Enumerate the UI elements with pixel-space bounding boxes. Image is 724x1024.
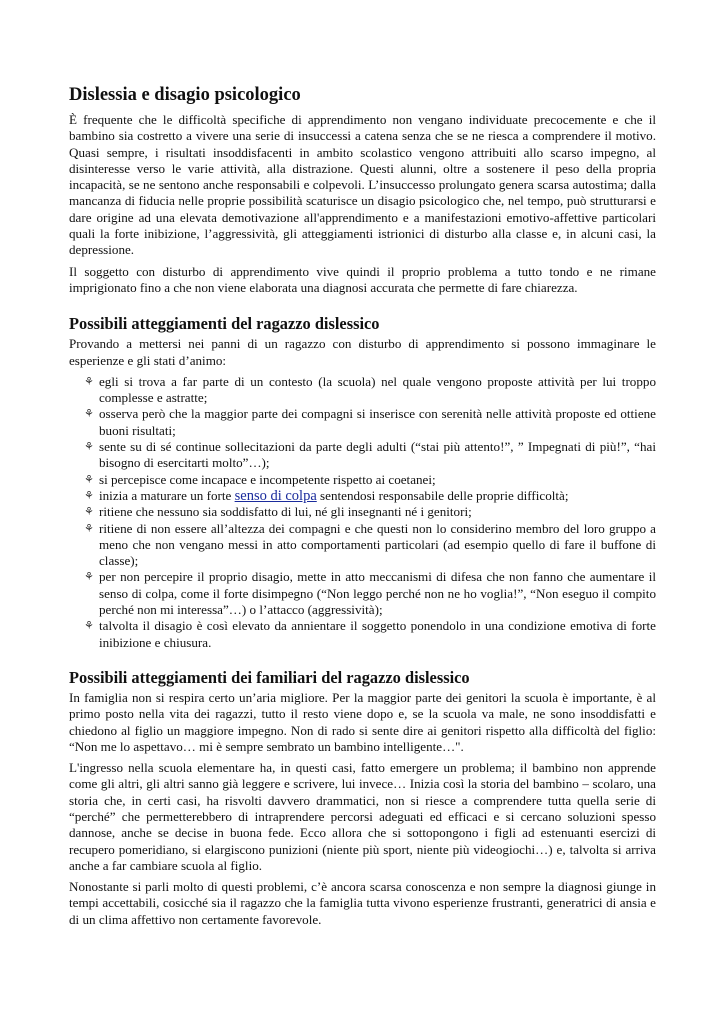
list-item-text-after-link: sentendosi responsabile delle proprie difficoltà; [316,487,569,503]
list-item-text: osserva però che la maggior parte dei compagni si inserisce con serenità nelle attività proposte ed ottiene buoni risultati; [99,406,656,438]
document-page [69,76,656,933]
list-item [85,569,656,618]
list-item-text: talvolta il disagio è così elevato da annientare il soggetto ponendolo in una condizione emotiva di forte inibizione e chiusura. [99,618,656,650]
flower-bullet-icon: ⚘ [84,374,94,388]
flower-bullet-icon: ⚘ [84,619,94,633]
list-item [85,472,656,488]
flower-bullet-icon: ⚘ [84,488,94,502]
list-item-text: egli si trova a far parte di un contesto (la scuola) nel quale vengono proposte attività per lui troppo complesse e astratte; [99,373,656,406]
flower-bullet-icon: ⚘ [84,505,94,519]
section-dislessia-disagio [69,84,656,296]
list-item-text: si percepisce come incapace e incompetente rispetto ai coetanei; [99,471,436,487]
senso-di-colpa-link[interactable]: senso di colpa [234,487,317,504]
list-item [85,521,656,570]
list-item [85,406,656,439]
list-item [85,439,656,472]
list-item [85,504,656,520]
list-item [85,374,656,407]
bullet-list [69,374,656,651]
list-item-text: ritiene di non essere all’altezza dei compagni e che questi non lo considerino membro del loro gruppo a meno che non vengano messi in atto comportamenti particolari (ad esempio quello di fare il buffone di classe); [99,520,656,569]
list-item-text: per non percepire il proprio disagio, mette in atto meccanismi di difesa che non fanno che aumentare il senso di colpa, come il forte disimpegno (“Non leggo perché non ne ho voglia!”, “Non eseguo il compito perché non mi interessa”…) o l’attacco (aggressività); [99,569,656,618]
section-title: Possibili atteggiamenti dei familiari del ragazzo dislessico [69,667,470,687]
flower-bullet-icon: ⚘ [84,472,94,486]
list-item [85,618,656,651]
section-title: Possibili atteggiamenti del ragazzo dislessico [69,314,380,334]
paragraph: È frequente che le difficoltà specifiche di apprendimento non vengano individuate precocemente e che il bambino sia costretto a vivere una serie di insuccessi a catena senza che se ne riesca a comprendere il motivo. Quasi sempre, i risultati insoddisfacenti in ambito scolastico vengono attribuiti allo scarso impegno, al disinteresse verso le varie attività, alla distrazione. Questi alunni, oltre a sostenere il peso della propria incapacità, se ne sentono anche responsabili e colpevoli. L’insuccesso prolungato genera scarsa autostima; dalla mancanza di fiducia nelle proprie possibilità scaturisce un disagio psicologico che, nel tempo, può strutturarsi e dare origine ad una elevata demotivazione all'apprendimento e a manifestazioni emotivo-affettive particolari quali la forte inibizione, l’aggressività, gli atteggiamenti istrionici di disturbo alla classe e, in alcuni casi, la depressione. [69,112,656,258]
section-title: Dislessia e disagio psicologico [69,85,301,105]
paragraph: Il soggetto con disturbo di apprendimento vive quindi il proprio problema a tutto tondo e ne rimane imprigionato fino a che non viene elaborata una diagnosi accurata che permette di fare chiarezza. [69,263,656,295]
list-item-text-before-link: inizia a maturare un forte [99,487,235,503]
section-atteggiamenti-familiari [69,668,656,928]
section-atteggiamenti-ragazzo [69,314,656,651]
flower-bullet-icon: ⚘ [84,521,94,535]
flower-bullet-icon: ⚘ [84,407,94,421]
flower-bullet-icon: ⚘ [84,570,94,584]
paragraph: Nonostante si parli molto di questi problemi, c’è ancora scarsa conoscenza e non sempre la diagnosi giunge in tempi accettabili, cosicché sia il ragazzo che la famiglia tutta vivono esperienze frustranti, generatrici di ansia e di un clima affettivo non certamente favorevole. [69,879,656,927]
paragraph: Provando a mettersi nei panni di un ragazzo con disturbo di apprendimento si possono immaginare le esperienze e gli stati d’animo: [69,336,656,368]
list-item-text: ritiene che nessuno sia soddisfatto di lui, né gli insegnanti né i genitori; [99,504,472,520]
paragraph: In famiglia non si respira certo un’aria migliore. Per la maggior parte dei genitori la scuola è importante, è al primo posto nella vita dei ragazzi, tutto il resto viene dopo e, se la scuola va male, ne sono insoddisfatti e chiedono al figlio un maggiore impegno. Non di rado si sente dire ai genitori rispetto alla difficoltà del figlio: “Non me lo aspettavo… mi è sempre sembrato un bambino intelligente…". [69,689,656,754]
list-item-text: sente su di sé continue sollecitazioni da parte degli adulti (“stai più attento!”, ” Impegnati di più!”, “hai bisogno di esercitarti molto”…); [99,439,656,471]
list-item [85,488,656,504]
paragraph: L'ingresso nella scuola elementare ha, in questi casi, fatto emergere un problema; il bambino non apprende come gli altri, gli altri sanno già leggere e scrivere, lui invece… Inizia così la storia del bambino – scolaro, una storia che, in certi casi, ha risvolti davvero drammatici, non si riesce a comprendere tutta quella serie di “perché” che permetterebbero di intraprendere percorsi adeguati ed efficaci e si cercano soluzioni spesso dannose, anche se decise in buona fede. Ecco allora che si sottopongono i figli ad estenuanti esercizi di recupero pomeridiano, si elargiscono punizioni (niente più sport, niente più videogiochi…) e, talvolta si arriva anche a far cambiare scuola al figlio. [69,760,656,873]
flower-bullet-icon: ⚘ [84,440,94,454]
